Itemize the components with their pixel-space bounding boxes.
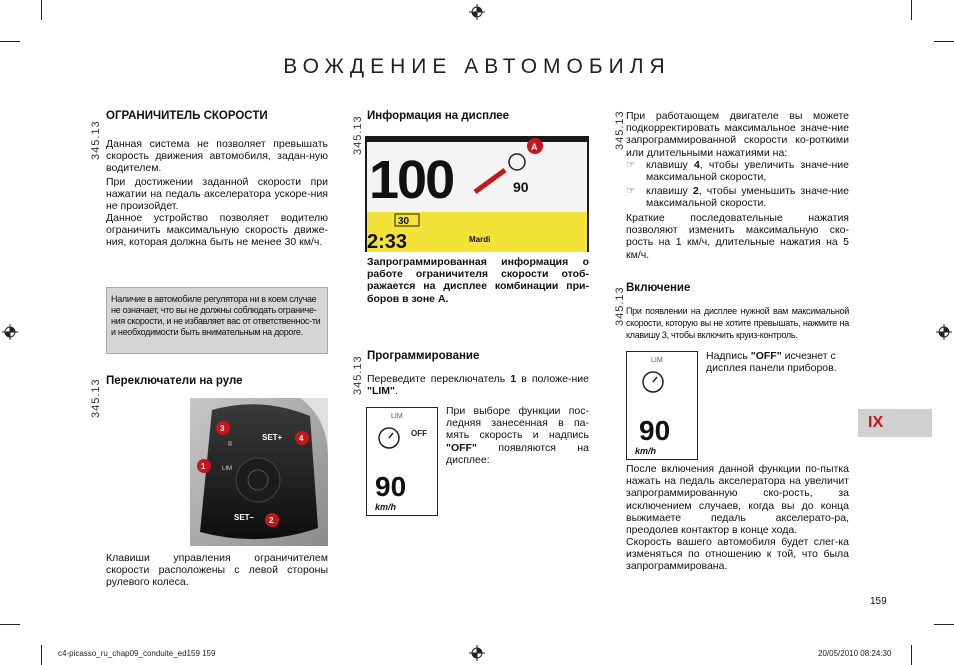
col1-para1: Данная система не позволяет превышать скорость движения автомобиля, задан-ную водителем. (106, 138, 328, 175)
steering-switch-illustration (190, 398, 328, 546)
registration-mark-icon (936, 324, 952, 340)
col2-heading: Информация на дисплее (367, 110, 510, 122)
col2-para2: При выборе функции пос-ледняя занесенная в па-мять скорость и надпись "OFF" появляются на дисплее: (446, 405, 589, 466)
svg-text:1: 1 (201, 462, 206, 471)
svg-text:90: 90 (375, 471, 407, 502)
svg-text:LIM: LIM (391, 413, 403, 420)
col3-para2: Краткие последовательные нажатия позволяют изменить максимальную ско-рость на 1 км/ч, длительные нажатия на 5 км/ч. (626, 212, 849, 261)
section-code: 345.13 (352, 115, 364, 155)
page-title: ВОЖДЕНИЕ АВТОМОБИЛЯ (283, 55, 671, 78)
svg-text:km/h: km/h (375, 502, 397, 512)
section-code: 345.13 (614, 110, 626, 150)
crop-mark (911, 0, 912, 20)
cluster-display-illustration (365, 136, 589, 252)
display-30: 30 (398, 216, 410, 227)
bullet-pointer-icon: ☞ (626, 159, 636, 171)
svg-text:3: 3 (220, 424, 225, 433)
bullet-pointer-icon: ☞ (626, 185, 636, 197)
crop-mark (41, 645, 42, 665)
warning-note: Наличие в автомобиле регулятора ни в коем случае не означает, что вы не должны соблюдать ограниче-ния скорости, и не избавляет вас от ответственнос-ти и необходимости быть внимательным на дороге. (106, 287, 328, 354)
registration-mark-icon (2, 324, 18, 340)
svg-text:90: 90 (639, 415, 671, 446)
section-code: 345.13 (352, 355, 364, 395)
svg-text:km/h: km/h (635, 446, 657, 456)
crop-mark (934, 41, 954, 42)
crop-mark (41, 0, 42, 20)
col1-para3: Данное устройство позволяет водителю ограничить максимальную скорость движе-ния, которая должна быть не менее 30 км/ч. (106, 212, 328, 249)
bullet-item: ☞ клавишу 4, чтобы увеличить значе-ние максимальной скорости, (626, 159, 849, 184)
chapter-tab: IX (858, 409, 932, 437)
col3-para5: После включения данной функции по-пытка нажать на педаль акселератора на увеличит запрограммированную ско-рость, за исключением случаев, когда вы до конца выжимаете педаль акселерато-ра, преодолев контактор в конце хода. (626, 463, 849, 537)
col3-para4: Надпись "OFF" исчезнет с дисплея панели приборов. (706, 350, 837, 375)
display-speed: 100 (369, 150, 454, 210)
display-time: 2:33 (367, 231, 408, 252)
registration-mark-icon (469, 4, 485, 20)
display-day: Mardi (469, 235, 491, 244)
col2-caption: Запрограммированная информация о работе ограничителя скорости отоб-ражается на дисплее комбинации при-боров в зоне A. (367, 256, 589, 305)
page-number: 159 (870, 596, 887, 607)
col1-caption: Клавиши управления ограничителем скорости расположены с левой стороны рулевого колеса. (106, 552, 328, 589)
col2-heading2: Программирование (367, 350, 480, 362)
col1-heading2: Переключатели на руле (106, 375, 243, 387)
lim-label: LIM (222, 466, 233, 472)
footer-right: 20/05/2010 08:24:30 (818, 649, 892, 658)
crop-mark (934, 624, 954, 625)
svg-text:A: A (531, 142, 538, 152)
registration-mark-icon (469, 645, 485, 661)
display-small-speed: 90 (513, 179, 529, 195)
crop-mark (0, 624, 20, 625)
set-plus-label: SET+ (262, 433, 283, 442)
svg-text:4: 4 (299, 434, 304, 443)
lim-display (626, 351, 698, 460)
col3-para3: При появлении на дисплее нужной вам максимальной скорости, которую вы не хотите превышать, нажмите на клавишу 3, чтобы включить круиз-контроль. (626, 306, 849, 340)
svg-text:LIM: LIM (651, 357, 663, 364)
lim-off-display (366, 407, 438, 516)
col3-para1: При работающем двигателе вы можете подкорректировать максимальное значе-ние запрограммированной скорости ко-роткими или длительными нажатиями на: (626, 110, 849, 159)
bullet-item: ☞ клавишу 2, чтобы уменьшить значе-ние максимальной скорости. (626, 185, 849, 210)
section-code: 345.13 (90, 378, 102, 418)
footer-left: c4-picasso_ru_chap09_conduite_ed159 159 (58, 649, 216, 658)
col3-heading: Включение (626, 282, 691, 294)
col3-para6: Скорость вашего автомобиля будет слег-ка изменяться по отношению к той, что была запрограммирована. (626, 536, 849, 573)
crop-mark (0, 41, 20, 42)
svg-text:OFF: OFF (411, 429, 427, 438)
section-code: 345.13 (90, 120, 102, 160)
section-code: 345.13 (614, 286, 626, 326)
col1-heading: ОГРАНИЧИТЕЛЬ СКОРОСТИ (106, 110, 268, 122)
col2-para1: Переведите переключатель 1 в положе-ние "LIM". (367, 373, 589, 398)
svg-text:2: 2 (269, 516, 274, 525)
set-minus-label: SET– (234, 513, 255, 522)
pause-label: II (228, 441, 232, 448)
crop-mark (911, 645, 912, 665)
col1-para2: При достижении заданной скорости при нажатии на педаль акселератора ускоре-ния не произойдет. (106, 176, 328, 213)
